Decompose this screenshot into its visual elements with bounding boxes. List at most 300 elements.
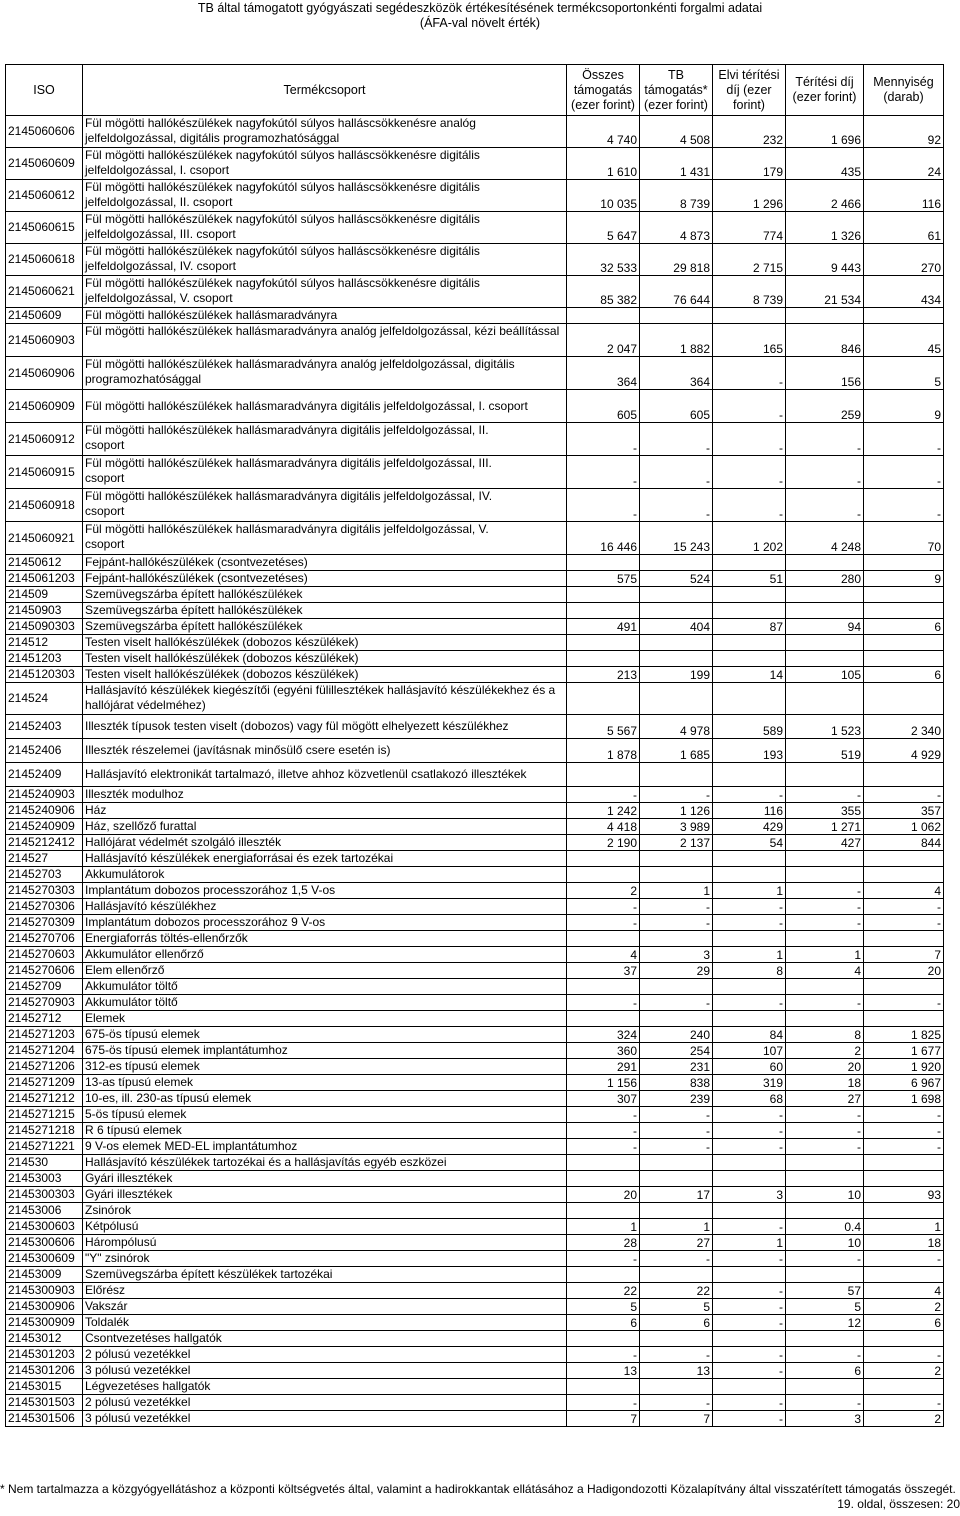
- iso-code-cell: 2145300906: [6, 1299, 83, 1315]
- total-support-cell: -: [567, 899, 640, 915]
- nominal-fee-cell: -: [713, 1395, 786, 1411]
- iso-code-cell: 21452712: [6, 1011, 83, 1027]
- quantity-cell: -: [864, 1107, 944, 1123]
- quantity-cell: -: [864, 423, 944, 456]
- product-group-cell: Testen viselt hallókészülékek (dobozos készülékek): [83, 667, 567, 683]
- table-row: [6, 244, 944, 276]
- total-support-cell: -: [567, 423, 640, 456]
- iso-code-cell: 2145270306: [6, 899, 83, 915]
- fee-cell: 435: [786, 148, 864, 180]
- iso-code-cell: 21452709: [6, 979, 83, 995]
- total-support-cell: 4 740: [567, 116, 640, 148]
- total-support-cell: [567, 1331, 640, 1347]
- quantity-cell: 357: [864, 803, 944, 819]
- total-support-cell: 605: [567, 390, 640, 423]
- header-quantity: Mennyiség (darab): [864, 65, 944, 116]
- iso-code-cell: 2145270706: [6, 931, 83, 947]
- nominal-fee-cell: 179: [713, 148, 786, 180]
- table-row: [6, 1251, 944, 1267]
- quantity-cell: [864, 1331, 944, 1347]
- table-row: [6, 587, 944, 603]
- iso-code-cell: 2145270303: [6, 883, 83, 899]
- total-support-cell: 1: [567, 1219, 640, 1235]
- nominal-fee-cell: -: [713, 1107, 786, 1123]
- product-group-cell: Fül mögötti hallókészülékek hallásmaradványra digitális jelfeldolgozással, V. csoport: [83, 522, 567, 555]
- iso-code-cell: 21452703: [6, 867, 83, 883]
- product-group-cell: 312-es típusú elemek: [83, 1059, 567, 1075]
- tb-support-cell: 4 978: [640, 715, 713, 739]
- quantity-cell: -: [864, 1251, 944, 1267]
- quantity-cell: -: [864, 1123, 944, 1139]
- tb-support-cell: 240: [640, 1027, 713, 1043]
- fee-cell: [786, 587, 864, 603]
- tb-support-cell: 1: [640, 883, 713, 899]
- product-group-cell: 2 pólusú vezetékkel: [83, 1347, 567, 1363]
- quantity-cell: [864, 1267, 944, 1283]
- tb-support-cell: 4 508: [640, 116, 713, 148]
- tb-support-cell: -: [640, 1395, 713, 1411]
- quantity-cell: [864, 651, 944, 667]
- product-group-cell: 2 pólusú vezetékkel: [83, 1395, 567, 1411]
- tb-support-cell: [640, 1011, 713, 1027]
- tb-support-cell: [640, 1379, 713, 1395]
- total-support-cell: 1 610: [567, 148, 640, 180]
- fee-cell: [786, 603, 864, 619]
- total-support-cell: -: [567, 456, 640, 489]
- tb-support-cell: 13: [640, 1363, 713, 1379]
- iso-code-cell: 2145301203: [6, 1347, 83, 1363]
- iso-code-cell: 2145300903: [6, 1283, 83, 1299]
- iso-code-cell: 21453012: [6, 1331, 83, 1347]
- nominal-fee-cell: 193: [713, 739, 786, 763]
- fee-cell: [786, 308, 864, 324]
- fee-cell: [786, 1267, 864, 1283]
- product-group-cell: Fül mögötti hallókészülékek hallásmaradványra: [83, 308, 567, 324]
- nominal-fee-cell: -: [713, 1251, 786, 1267]
- nominal-fee-cell: 3: [713, 1187, 786, 1203]
- total-support-cell: 213: [567, 667, 640, 683]
- product-group-cell: Fül mögötti hallókészülékek hallásmaradványra analóg jelfeldolgozással, digitális programozhatósággal: [83, 357, 567, 390]
- quantity-cell: 6 967: [864, 1075, 944, 1091]
- fee-cell: [786, 867, 864, 883]
- quantity-cell: 1 698: [864, 1091, 944, 1107]
- quantity-cell: 6: [864, 619, 944, 635]
- table-header-row: [6, 65, 944, 116]
- fee-cell: [786, 555, 864, 571]
- total-support-cell: 2 190: [567, 835, 640, 851]
- iso-code-cell: 2145090303: [6, 619, 83, 635]
- sales-data-table: [5, 64, 944, 1427]
- tb-support-cell: 1 126: [640, 803, 713, 819]
- table-row: [6, 867, 944, 883]
- iso-code-cell: 21452409: [6, 763, 83, 787]
- quantity-cell: 7: [864, 947, 944, 963]
- nominal-fee-cell: 319: [713, 1075, 786, 1091]
- tb-support-cell: [640, 308, 713, 324]
- table-row: [6, 571, 944, 587]
- nominal-fee-cell: 54: [713, 835, 786, 851]
- quantity-cell: 434: [864, 276, 944, 308]
- nominal-fee-cell: -: [713, 1315, 786, 1331]
- table-row: [6, 324, 944, 357]
- nominal-fee-cell: 68: [713, 1091, 786, 1107]
- quantity-cell: 1 825: [864, 1027, 944, 1043]
- table-row: [6, 1171, 944, 1187]
- quantity-cell: 4 929: [864, 739, 944, 763]
- nominal-fee-cell: [713, 763, 786, 787]
- nominal-fee-cell: [713, 683, 786, 715]
- iso-code-cell: 21450609: [6, 308, 83, 324]
- product-group-cell: Szemüvegszárba épített készülékek tartozékai: [83, 1267, 567, 1283]
- quantity-cell: [864, 979, 944, 995]
- product-group-cell: Hárompólusú: [83, 1235, 567, 1251]
- tb-support-cell: [640, 555, 713, 571]
- table-row: [6, 715, 944, 739]
- iso-code-cell: 2145060912: [6, 423, 83, 456]
- tb-support-cell: 1 685: [640, 739, 713, 763]
- iso-code-cell: 2145240903: [6, 787, 83, 803]
- tb-support-cell: -: [640, 899, 713, 915]
- nominal-fee-cell: [713, 603, 786, 619]
- iso-code-cell: 21450903: [6, 603, 83, 619]
- total-support-cell: [567, 867, 640, 883]
- total-support-cell: -: [567, 1139, 640, 1155]
- quantity-cell: 1: [864, 1219, 944, 1235]
- iso-code-cell: 2145301503: [6, 1395, 83, 1411]
- nominal-fee-cell: -: [713, 1363, 786, 1379]
- table-row: [6, 1235, 944, 1251]
- tb-support-cell: 8 739: [640, 180, 713, 212]
- quantity-cell: [864, 635, 944, 651]
- iso-code-cell: 2145240909: [6, 819, 83, 835]
- table-row: [6, 456, 944, 489]
- fee-cell: [786, 651, 864, 667]
- fee-cell: [786, 763, 864, 787]
- product-group-cell: Fül mögötti hallókészülékek hallásmaradványra digitális jelfeldolgozással, II. csoport: [83, 423, 567, 456]
- table-row: [6, 1155, 944, 1171]
- iso-code-cell: 2145300603: [6, 1219, 83, 1235]
- iso-code-cell: 2145061203: [6, 571, 83, 587]
- product-group-cell: Hallójárat védelmét szolgáló illeszték: [83, 835, 567, 851]
- tb-support-cell: -: [640, 489, 713, 522]
- product-group-cell: Testen viselt hallókészülékek (dobozos készülékek): [83, 635, 567, 651]
- table-row: [6, 635, 944, 651]
- header-product-group: Termékcsoport: [83, 65, 567, 116]
- table-row: [6, 979, 944, 995]
- quantity-cell: -: [864, 899, 944, 915]
- total-support-cell: 1 878: [567, 739, 640, 763]
- total-support-cell: 5: [567, 1299, 640, 1315]
- iso-code-cell: 2145301506: [6, 1411, 83, 1427]
- iso-code-cell: 2145060906: [6, 357, 83, 390]
- table-row: [6, 1011, 944, 1027]
- product-group-cell: Illeszték típusok testen viselt (dobozos) vagy fül mögött elhelyezett készülékhez: [83, 715, 567, 739]
- total-support-cell: [567, 1155, 640, 1171]
- quantity-cell: [864, 763, 944, 787]
- fee-cell: [786, 979, 864, 995]
- iso-code-cell: 214524: [6, 683, 83, 715]
- table-row: [6, 357, 944, 390]
- fee-cell: -: [786, 1107, 864, 1123]
- total-support-cell: 5 567: [567, 715, 640, 739]
- total-support-cell: 1 242: [567, 803, 640, 819]
- nominal-fee-cell: 84: [713, 1027, 786, 1043]
- table-body: [6, 116, 944, 1427]
- tb-support-cell: -: [640, 1347, 713, 1363]
- table-row: [6, 603, 944, 619]
- tb-support-cell: 29: [640, 963, 713, 979]
- fee-cell: [786, 1011, 864, 1027]
- product-group-cell: Akkumulátor töltő: [83, 979, 567, 995]
- total-support-cell: -: [567, 787, 640, 803]
- product-group-cell: Szemüvegszárba épített hallókészülékek: [83, 619, 567, 635]
- iso-code-cell: 2145060618: [6, 244, 83, 276]
- product-group-cell: Fül mögötti hallókészülékek nagyfokútól súlyos halláscsökkenésre digitális jelfeldolgozással, I. csoport: [83, 148, 567, 180]
- product-group-cell: Fül mögötti hallókészülékek hallásmaradványra digitális jelfeldolgozással, I. csoport: [83, 390, 567, 423]
- tb-support-cell: 524: [640, 571, 713, 587]
- total-support-cell: 16 446: [567, 522, 640, 555]
- header-total-support: Összes támogatás (ezer forint): [567, 65, 640, 116]
- iso-code-cell: 2145270309: [6, 915, 83, 931]
- total-support-cell: [567, 763, 640, 787]
- quantity-cell: [864, 587, 944, 603]
- fee-cell: 1: [786, 947, 864, 963]
- quantity-cell: 2: [864, 1411, 944, 1427]
- nominal-fee-cell: -: [713, 456, 786, 489]
- total-support-cell: 32 533: [567, 244, 640, 276]
- product-group-cell: Gyári illesztékek: [83, 1187, 567, 1203]
- table-row: [6, 116, 944, 148]
- total-support-cell: 13: [567, 1363, 640, 1379]
- product-group-cell: 3 pólusú vezetékkel: [83, 1363, 567, 1379]
- quantity-cell: [864, 555, 944, 571]
- table-row: [6, 683, 944, 715]
- total-support-cell: -: [567, 1251, 640, 1267]
- table-row: [6, 276, 944, 308]
- total-support-cell: [567, 1267, 640, 1283]
- table-row: [6, 1139, 944, 1155]
- tb-support-cell: -: [640, 1251, 713, 1267]
- fee-cell: 10: [786, 1235, 864, 1251]
- iso-code-cell: 2145060615: [6, 212, 83, 244]
- nominal-fee-cell: [713, 635, 786, 651]
- total-support-cell: -: [567, 1107, 640, 1123]
- fee-cell: 57: [786, 1283, 864, 1299]
- fee-cell: [786, 1331, 864, 1347]
- tb-support-cell: 27: [640, 1235, 713, 1251]
- total-support-cell: 1 156: [567, 1075, 640, 1091]
- table-row: [6, 851, 944, 867]
- total-support-cell: [567, 931, 640, 947]
- quantity-cell: -: [864, 1395, 944, 1411]
- tb-support-cell: -: [640, 915, 713, 931]
- page-number: 19. oldal, összesen: 20: [837, 1497, 960, 1511]
- quantity-cell: 6: [864, 1315, 944, 1331]
- iso-code-cell: 2145270903: [6, 995, 83, 1011]
- tb-support-cell: [640, 1203, 713, 1219]
- quantity-cell: 2 340: [864, 715, 944, 739]
- table-row: [6, 423, 944, 456]
- tb-support-cell: [640, 587, 713, 603]
- quantity-cell: 24: [864, 148, 944, 180]
- tb-support-cell: 7: [640, 1411, 713, 1427]
- tb-support-cell: 17: [640, 1187, 713, 1203]
- quantity-cell: [864, 603, 944, 619]
- nominal-fee-cell: [713, 851, 786, 867]
- footnote: * Nem tartalmazza a közgyógyellátáshoz a központi költségvetés által, valamint a hadirokkantak ellátásához a Hadigondozotti Közalapítvány által visszatérített támogatás összegét.: [0, 1482, 956, 1496]
- quantity-cell: 20: [864, 963, 944, 979]
- fee-cell: -: [786, 456, 864, 489]
- iso-code-cell: 2145060606: [6, 116, 83, 148]
- product-group-cell: Toldalék: [83, 1315, 567, 1331]
- fee-cell: [786, 1203, 864, 1219]
- iso-code-cell: 21453006: [6, 1203, 83, 1219]
- iso-code-cell: 2145060903: [6, 324, 83, 357]
- product-group-cell: Gyári illesztékek: [83, 1171, 567, 1187]
- table-row: [6, 1411, 944, 1427]
- table-row: [6, 619, 944, 635]
- fee-cell: 4 248: [786, 522, 864, 555]
- table-row: [6, 1315, 944, 1331]
- iso-code-cell: 2145060918: [6, 489, 83, 522]
- total-support-cell: [567, 1011, 640, 1027]
- product-group-cell: Hallásjavító készülékek kiegészítői (egyéni fülillesztékek hallásjavító készülékekhez és a hallójárat védelméhez): [83, 683, 567, 715]
- iso-code-cell: 21453003: [6, 1171, 83, 1187]
- tb-support-cell: 1 882: [640, 324, 713, 357]
- quantity-cell: 844: [864, 835, 944, 851]
- table-row: [6, 819, 944, 835]
- fee-cell: -: [786, 915, 864, 931]
- table-row: [6, 787, 944, 803]
- nominal-fee-cell: -: [713, 423, 786, 456]
- product-group-cell: Hallásjavító készülékhez: [83, 899, 567, 915]
- iso-code-cell: 2145060621: [6, 276, 83, 308]
- iso-code-cell: 2145270606: [6, 963, 83, 979]
- nominal-fee-cell: 8: [713, 963, 786, 979]
- fee-cell: -: [786, 1347, 864, 1363]
- table-row: [6, 1219, 944, 1235]
- fee-cell: 156: [786, 357, 864, 390]
- table-row: [6, 180, 944, 212]
- table-row: [6, 835, 944, 851]
- product-group-cell: Fül mögötti hallókészülékek nagyfokútól súlyos halláscsökkenésre digitális jelfeldolgozással, IV. csoport: [83, 244, 567, 276]
- total-support-cell: 2 047: [567, 324, 640, 357]
- product-group-cell: Energiaforrás töltés-ellenőrzők: [83, 931, 567, 947]
- quantity-cell: [864, 1379, 944, 1395]
- fee-cell: 2: [786, 1043, 864, 1059]
- tb-support-cell: 364: [640, 357, 713, 390]
- nominal-fee-cell: 60: [713, 1059, 786, 1075]
- quantity-cell: 4: [864, 1283, 944, 1299]
- fee-cell: 1 326: [786, 212, 864, 244]
- nominal-fee-cell: 232: [713, 116, 786, 148]
- product-group-cell: Fül mögötti hallókészülékek nagyfokútól súlyos halláscsökkenésre digitális jelfeldolgozással, II. csoport: [83, 180, 567, 212]
- product-group-cell: 13-as típusú elemek: [83, 1075, 567, 1091]
- total-support-cell: 2: [567, 883, 640, 899]
- fee-cell: 280: [786, 571, 864, 587]
- iso-code-cell: 21450612: [6, 555, 83, 571]
- iso-code-cell: 2145060915: [6, 456, 83, 489]
- tb-support-cell: [640, 683, 713, 715]
- quantity-cell: -: [864, 1139, 944, 1155]
- quantity-cell: -: [864, 489, 944, 522]
- product-group-cell: Fejpánt-hallókészülékek (csontvezetéses): [83, 555, 567, 571]
- nominal-fee-cell: -: [713, 489, 786, 522]
- nominal-fee-cell: [713, 555, 786, 571]
- product-group-cell: Szemüvegszárba épített hallókészülékek: [83, 587, 567, 603]
- fee-cell: -: [786, 1139, 864, 1155]
- nominal-fee-cell: 8 739: [713, 276, 786, 308]
- total-support-cell: 324: [567, 1027, 640, 1043]
- tb-support-cell: [640, 1267, 713, 1283]
- iso-code-cell: 21452406: [6, 739, 83, 763]
- total-support-cell: 22: [567, 1283, 640, 1299]
- tb-support-cell: [640, 635, 713, 651]
- quantity-cell: 70: [864, 522, 944, 555]
- product-group-cell: Testen viselt hallókészülékek (dobozos készülékek): [83, 651, 567, 667]
- product-group-cell: Illeszték részelemei (javításnak minősülő csere esetén is): [83, 739, 567, 763]
- table-row: [6, 1027, 944, 1043]
- quantity-cell: -: [864, 1347, 944, 1363]
- product-group-cell: Akkumulátor töltő: [83, 995, 567, 1011]
- nominal-fee-cell: 1: [713, 883, 786, 899]
- tb-support-cell: 254: [640, 1043, 713, 1059]
- total-support-cell: [567, 1203, 640, 1219]
- fee-cell: -: [786, 423, 864, 456]
- tb-support-cell: -: [640, 1107, 713, 1123]
- nominal-fee-cell: 87: [713, 619, 786, 635]
- tb-support-cell: 199: [640, 667, 713, 683]
- fee-cell: 9 443: [786, 244, 864, 276]
- fee-cell: [786, 931, 864, 947]
- total-support-cell: 364: [567, 357, 640, 390]
- quantity-cell: [864, 851, 944, 867]
- table-row: [6, 1075, 944, 1091]
- tb-support-cell: 239: [640, 1091, 713, 1107]
- total-support-cell: [567, 603, 640, 619]
- fee-cell: 10: [786, 1187, 864, 1203]
- table-row: [6, 947, 944, 963]
- iso-code-cell: 2145300606: [6, 1235, 83, 1251]
- total-support-cell: -: [567, 1395, 640, 1411]
- table-row: [6, 1347, 944, 1363]
- product-group-cell: Fül mögötti hallókészülékek hallásmaradványra analóg jelfeldolgozással, kézi beállítással: [83, 324, 567, 357]
- nominal-fee-cell: -: [713, 390, 786, 423]
- nominal-fee-cell: [713, 867, 786, 883]
- total-support-cell: [567, 979, 640, 995]
- tb-support-cell: [640, 851, 713, 867]
- fee-cell: 12: [786, 1315, 864, 1331]
- quantity-cell: 61: [864, 212, 944, 244]
- quantity-cell: [864, 1203, 944, 1219]
- product-group-cell: "Y" zsinórok: [83, 1251, 567, 1267]
- quantity-cell: -: [864, 915, 944, 931]
- nominal-fee-cell: -: [713, 787, 786, 803]
- iso-code-cell: 2145271218: [6, 1123, 83, 1139]
- table-row: [6, 1283, 944, 1299]
- total-support-cell: 37: [567, 963, 640, 979]
- nominal-fee-cell: [713, 651, 786, 667]
- total-support-cell: [567, 1379, 640, 1395]
- nominal-fee-cell: 116: [713, 803, 786, 819]
- total-support-cell: [567, 1171, 640, 1187]
- product-group-cell: Vakszár: [83, 1299, 567, 1315]
- page-title: TB által támogatott gyógyászati segédeszközök értékesítésének termékcsoportonkénti forgalmi adatai: [197, 1, 763, 15]
- product-group-cell: Akkumulátor ellenőrző: [83, 947, 567, 963]
- nominal-fee-cell: [713, 1267, 786, 1283]
- product-group-cell: Hallásjavító készülékek energiaforrásai és ezek tartozékai: [83, 851, 567, 867]
- product-group-cell: Szemüvegszárba épített hallókészülékek: [83, 603, 567, 619]
